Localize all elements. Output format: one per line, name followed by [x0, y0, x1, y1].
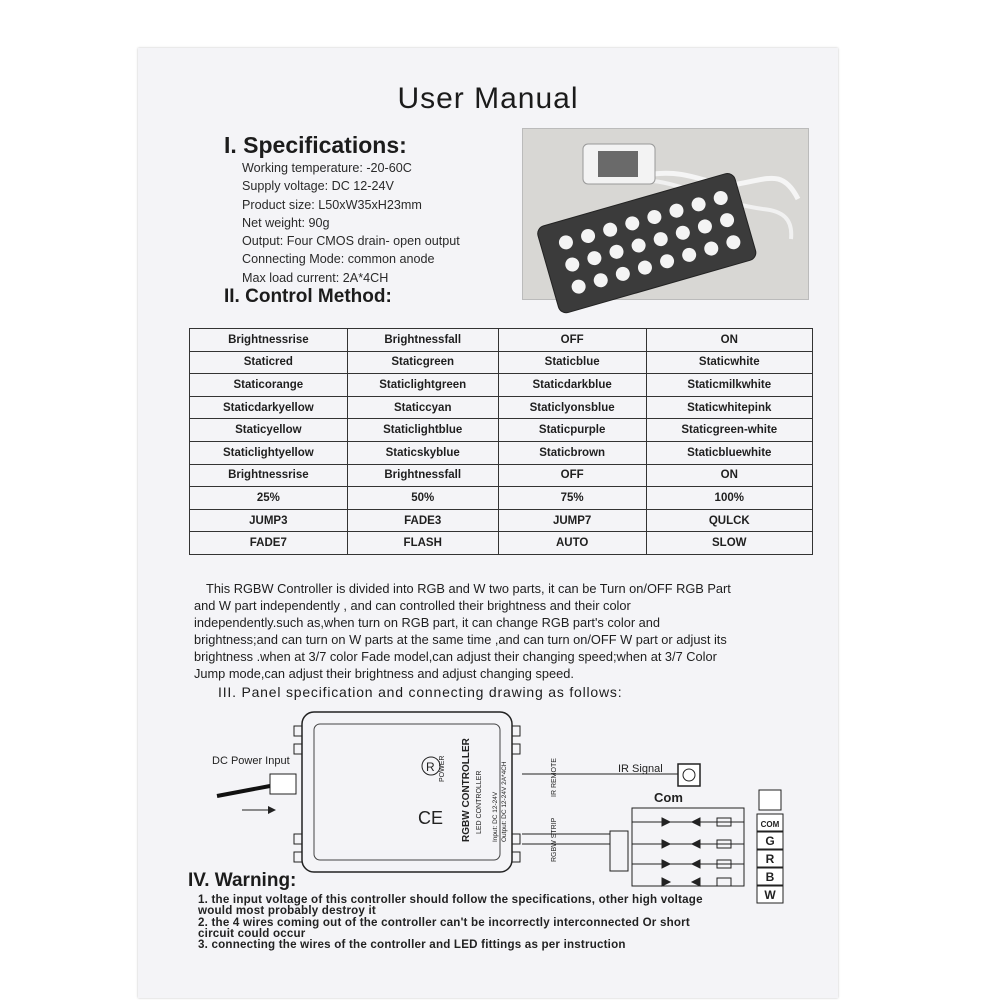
table-cell: Staticlightgreen: [347, 374, 498, 397]
product-photo: [522, 128, 809, 300]
spec-line: Max load current: 2A*4CH: [242, 270, 389, 285]
specifications-list: [242, 159, 460, 287]
description-line: independently.such as,when turn on RGB part, it can change RGB part's color and: [194, 615, 661, 630]
ce-mark: CE: [418, 808, 444, 828]
table-cell: 75%: [498, 487, 646, 510]
table-cell: Staticmilkwhite: [646, 374, 812, 397]
description-paragraph: [194, 580, 814, 682]
specifications-heading: I. Specifications:: [224, 132, 407, 158]
com-label: Com: [654, 790, 683, 805]
spec-line: Connecting Mode: common anode: [242, 252, 435, 267]
controller-output: Output: DC 12-24V 2A*4CH: [501, 761, 508, 842]
description-line: and W part independently , and can controlled their brightness and their color: [194, 598, 631, 613]
table-cell: Staticbluewhite: [646, 441, 812, 464]
power-label: POWER: [439, 755, 446, 782]
table-cell: Staticdarkblue: [498, 374, 646, 397]
table-cell: Staticwhitepink: [646, 396, 812, 419]
table-cell: 50%: [347, 487, 498, 510]
table-cell: JUMP3: [190, 509, 348, 532]
table-cell: Staticblue: [498, 351, 646, 374]
page-title: User Manual: [397, 82, 579, 115]
table-cell: QULCK: [646, 509, 812, 532]
table-row: [190, 351, 813, 374]
manual-page: [138, 48, 838, 998]
table-cell: Staticpurple: [498, 419, 646, 442]
warning-line: 3. connecting the wires of the controller and LED fittings as per instruction: [198, 938, 626, 952]
table-cell: Staticlyonsblue: [498, 396, 646, 419]
table-row: [190, 396, 813, 419]
table-cell: JUMP7: [498, 509, 646, 532]
warning-line: 2. the 4 wires coming out of the controller can't be incorrectly interconnected Or short: [198, 915, 690, 929]
table-row: [190, 374, 813, 397]
r-mark: R: [426, 760, 435, 774]
control-method-heading: II. Control Method:: [224, 286, 392, 307]
table-cell: Staticwhite: [646, 351, 812, 374]
table-cell: OFF: [498, 464, 646, 487]
table-cell: Staticred: [190, 351, 348, 374]
dc-power-label: DC Power Input: [212, 755, 290, 767]
table-cell: Staticorange: [190, 374, 348, 397]
table-cell: 100%: [646, 487, 812, 510]
description-line: brightness .when at 3/7 color Fade model,can adjust their changing speed;when at 3/7 Color: [194, 649, 717, 664]
description-line: This RGBW Controller is divided into RGB and W two parts, it can be Turn on/OFF RGB Part: [206, 581, 731, 596]
warning-list: [198, 894, 703, 950]
terminal-label: B: [765, 870, 775, 884]
table-row: [190, 509, 813, 532]
table-cell: Staticgreen-white: [646, 419, 812, 442]
table-cell: Staticgreen: [347, 351, 498, 374]
controller-subtitle: LED CONTROLLER: [476, 770, 483, 834]
table-cell: Brightnessrise: [190, 464, 348, 487]
spec-line: Working temperature: -20-60C: [242, 161, 412, 175]
controller-title: RGBW CONTROLLER: [461, 738, 472, 842]
table-cell: Staticlightblue: [347, 419, 498, 442]
table-cell: FADE3: [347, 509, 498, 532]
table-cell: Staticdarkyellow: [190, 396, 348, 419]
table-cell: FLASH: [347, 532, 498, 555]
table-cell: SLOW: [646, 532, 812, 555]
table-cell: 25%: [190, 487, 348, 510]
description-line: Jump mode,can adjust their brightness and adjust changing speed.: [194, 666, 574, 681]
controller-input: Input: DC 12-24V: [492, 791, 499, 842]
terminal-label: G: [765, 834, 775, 848]
warning-line: 1. the input voltage of this controller should follow the specifications, other high voltage: [198, 893, 703, 906]
controller-remote-image: [523, 129, 808, 299]
table-cell: FADE7: [190, 532, 348, 555]
remote-label: IR REMOTE: [551, 758, 558, 797]
terminal-label: COM: [760, 820, 780, 829]
panel-heading: III. Panel specification and connecting drawing as follows:: [218, 684, 623, 700]
terminal-label: R: [765, 852, 775, 866]
terminal-label: W: [764, 888, 776, 902]
table-cell: Staticyellow: [190, 419, 348, 442]
table-cell: Brightnessfall: [347, 464, 498, 487]
table-row: [190, 441, 813, 464]
table-row: [190, 487, 813, 510]
spec-line: Supply voltage: DC 12-24V: [242, 179, 394, 194]
table-cell: AUTO: [498, 532, 646, 555]
description-line: brightness;and can turn on W parts at the same time ,and can turn on/OFF W part or adjust its: [194, 632, 727, 647]
table-cell: Staticlightyellow: [190, 441, 348, 464]
table-cell: Staticbrown: [498, 441, 646, 464]
spec-line: Output: Four CMOS drain- open output: [242, 234, 460, 249]
table-cell: Staticcyan: [347, 396, 498, 419]
table-cell: Staticskyblue: [347, 441, 498, 464]
spec-line: Net weight: 90g: [242, 215, 330, 230]
table-cell: Brightnessrise: [190, 329, 348, 352]
control-method-table: [189, 328, 813, 555]
table-cell: ON: [646, 464, 812, 487]
ir-signal-label: IR Signal: [618, 763, 663, 775]
table-cell: Brightnessfall: [347, 329, 498, 352]
warning-line: circuit could occur: [198, 926, 306, 940]
spec-line: Product size: L50xW35xH23mm: [242, 197, 422, 212]
warning-heading: IV. Warning:: [188, 870, 297, 891]
strip-label: RGBW STRIP: [551, 817, 558, 862]
table-row: [190, 419, 813, 442]
table-row: [190, 532, 813, 555]
table-row: [190, 464, 813, 487]
table-cell: OFF: [498, 329, 646, 352]
table-cell: ON: [646, 329, 812, 352]
table-row: [190, 329, 813, 352]
warning-line: would most probably destroy it: [198, 904, 376, 918]
